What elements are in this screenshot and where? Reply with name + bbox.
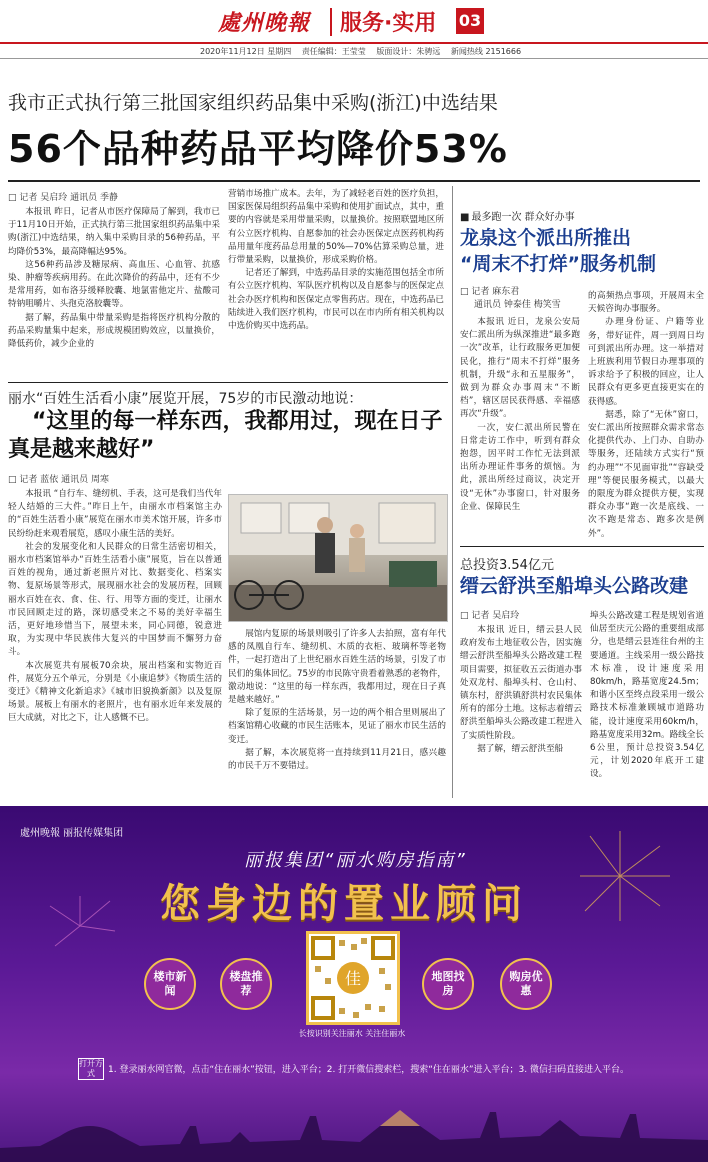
ad-subtitle: 丽报集团“丽水购房指南”	[244, 850, 467, 871]
story3-byline-2: 通讯员 钟泰佳 梅笑雪	[474, 300, 561, 310]
story3-headline-1: 龙泉这个派出所推出	[460, 227, 632, 249]
qr-caption: 长按识别关注丽水 关注住丽水	[298, 1029, 406, 1038]
svg-text:佳: 佳	[344, 969, 362, 988]
lead-headline: 56个品种药品平均降价53%	[8, 127, 508, 171]
section-name: 服务·实用	[340, 11, 437, 36]
paragraph: 据悉，除了“无休”窗口，安仁派出所按照群众需求常态化提供代办、上门办、自助办等服务，还陆续方式实行“预约办理”“不见面审批”“容缺受理”等便民服务模式，以最大的限度为群众提供方便，实现群众办事“跑一次是底线、一次不跑是常态、跑多次是例外”。	[588, 409, 704, 538]
lead-column-1	[8, 206, 220, 376]
howto-steps: 1. 登录丽水网官微，点击“住在丽水”按钮，进入平台；2. 打开微信搜索栏，搜索“住在丽水”进入平台；3. 微信扫码直接进入平台。	[108, 1065, 629, 1075]
ad-button-property-news[interactable]: 楼市新闻	[144, 958, 196, 1010]
ad-button-purchase-offers[interactable]: 购房优惠	[500, 958, 552, 1010]
ad-title: 您身边的置业顾问	[160, 881, 528, 927]
qr-code-image	[309, 934, 397, 1022]
page-number: 03	[456, 8, 484, 34]
story4-headline: 缙云舒洪至船埠头公路改建	[460, 575, 689, 597]
paragraph: 展馆内复原的场景则吸引了许多人去拍照，富有年代感的凤凰自行车、缝纫机、木质的衣柜、玻璃杯等老物件，一起打造出了上世纪丽水百姓生活的场景，引发了市民们的集体回忆。75岁的市民陈守贵看着熟悉的老物件，激动地说：“这里的每一样东西，我都用过，现在日子真是越来越好。”	[228, 629, 446, 706]
paragraph: 这56种药品涉及糖尿病、高血压、心血管、抗感染、肿瘤等疾病用药。在此次降价的药品中，还有不少是常用药，如布洛芬缓释胶囊、地氯雷他定片、盐酸司特钠咀嚼片、头孢克洛胶囊等。	[8, 259, 220, 310]
editor: 责任编辑：王莹莹	[301, 47, 366, 56]
qr-code[interactable]	[306, 931, 400, 1025]
paragraph: 本次展览共有展板70余块，展出档案和实物近百件，展览分五个单元，分别是《小康追梦》《物质生活的变迁》《精神文化新追求》《城市旧貌换新颜》以及复原场景。展板上有丽水的老照片，也有丽水近年来发展的巨大成就，对比之下，让人感慨不已。	[8, 660, 222, 724]
ad-group-logo: 處州晚報 丽报传媒集团	[20, 828, 124, 839]
story2-column-1	[8, 488, 222, 798]
lead-byline: □ 记者 吴启玲 通讯员 季静	[8, 190, 118, 203]
news-hotline: 新闻热线 2151666	[450, 47, 522, 56]
issue-date: 2020年11月12日 星期四	[200, 47, 292, 56]
story4-byline: □ 记者 吴启玲	[460, 608, 519, 621]
advertisement-banner[interactable]	[0, 806, 708, 1162]
story3-column-1	[460, 316, 580, 538]
ad-button-recommended-projects[interactable]: 楼盘推荐	[220, 958, 272, 1010]
paragraph: 据了解，药品集中带量采购是指将医疗机构分散的药品采购量集中起来，形成规模团购效应，以量换价，降低药价，减少企业的	[8, 312, 220, 350]
story4-column-2	[590, 610, 704, 798]
masthead-rule	[0, 42, 708, 44]
paragraph: 本报讯 昨日，记者从市医疗保障局了解到，我市已于11月10日开始，正式执行第三批国家组织药品集中采购(浙江)中选结果，纳入集中采购目录的56种药品，平均降价53%，最高降幅达95%。	[8, 207, 220, 257]
city-skyline-illustration	[0, 1096, 708, 1162]
designer: 版面设计：朱骋远	[376, 47, 441, 56]
lead-pre-title: 我市正式执行第三批国家组织药品集中采购(浙江)中选结果	[8, 92, 498, 114]
column-divider	[452, 186, 453, 798]
dateline-rule	[0, 58, 708, 59]
story4-sub-title: 总投资3.54亿元	[460, 558, 554, 573]
story3-headline-2: “周末不打烊”服务机制	[460, 253, 656, 275]
lead-rule	[8, 180, 700, 182]
exhibition-photo	[228, 494, 448, 622]
exhibition-photo-illustration	[229, 495, 447, 621]
paragraph: 社会的发展变化和人民群众的日常生活密切相关，丽水市档案馆举办“百姓生活看小康”展览，旨在以普通百姓的视角，通过新老照片对比、数据变化、档案实物、复原场景等形式，展现丽水社会的发展历程，回顾丽水百姓在衣、食、住、行、用等方面的变迁，让丽水市民回顾走过的路，深切感受来之不易的美好幸福生活，更好地珍惜当下，展望未来，同心同德，锐意进取，为实现中华民族伟大复兴的中国梦而不懈努力奋斗。	[8, 541, 222, 658]
paragraph: 的高频热点事项，开展周末全天候咨询办事服务。	[588, 291, 704, 315]
paragraph: 营销市场推广成本。去年，为了减轻老百姓的医疗负担，国家医保局组织药品集中采购和使用扩面试点，其中，重要的内容就是采用带量采购，以量换价。按照联盟地区所有公立医疗机构、自愿参加的社会办医保定点医药机构药品用量年度药品总用量的50%—70%估算采购总量，进行带量采购，以量换价，形成采购价格。	[228, 189, 444, 266]
story2-column-2	[228, 628, 446, 798]
ad-button-map-search[interactable]: 地图找房	[422, 958, 474, 1010]
story2-sub-title: 丽水“百姓生活看小康”展览开展，75岁的市民激动地说：	[8, 391, 363, 407]
story3-byline: □ 记者 麻东君	[460, 284, 519, 297]
paragraph: 一次，安仁派出所民警在日常走访工作中，听到有群众抱怨，因平时工作忙无法到派出所办理证件事务的烦恼。为此，派出所经过商议，决定开设“无休”办事窗口，针对服务企业、保障民生	[460, 422, 580, 512]
story3-kicker: ■ 最多跑一次 群众好办事	[460, 208, 575, 223]
masthead	[0, 0, 708, 44]
paragraph: 埠头公路改建工程是规划省道仙居至庆元公路的重要组成部分，也是缙云县连往台州的主要通道。主线采用一级公路技术标准，设计速度采用80km/h，路基宽度24.5m；和谐小区至终点段采用一级公路技术标准兼顾城市道路功能，设计速度采用60km/h，路基宽度采用32m。路线全长6公里，预计总投资3.54亿元，计划2020年底开工建设。	[590, 611, 704, 780]
masthead-divider	[330, 8, 332, 36]
paragraph: 本报讯 “自行车、缝纫机、手表，这可是我们当代年轻人结婚的三大件。”昨日上午，由丽水市档案馆主办的“百姓生活看小康”展览在丽水市美术馆开展，许多市民纷纷赶来观看展览，感叹小康生活的美好。	[8, 489, 222, 539]
lead-column-2	[228, 188, 444, 376]
paragraph: 据了解，缙云舒洪至船	[477, 743, 564, 754]
paragraph: 办理身份证、户籍等业务，带好证件，周一到周日均可到派出所办理。这一举措对上班族利用节假日办理事项的诉求给予了积极的回应，让人民群众有更多更直接更实在的获得感。	[588, 317, 704, 407]
paragraph: 记者还了解到，中选药品目录的实施范围包括全市所有公立医疗机构、军队医疗机构以及自愿参与的医保定点社会办医疗机构和医保定点零售药店。现在，中选药品已陆续进入我们医疗机构，市民可以在市内所有相关机构以中选价购买中选药品。	[228, 268, 444, 332]
story2-byline: □ 记者 蓝依 通讯员 周寒	[8, 472, 109, 485]
story2-headline: “这里的每一样东西，我都用过，现在日子真是越来越好”	[8, 409, 443, 462]
story4-column-1	[460, 624, 582, 798]
newspaper-logo: 處州晚報	[218, 10, 311, 36]
story2-rule	[8, 382, 448, 383]
paragraph: 本报讯 近日，缙云县人民政府发布土地征收公告，因实施缙云舒洪至船埠头公路改建工程项目需要，拟征收五云街道办事处双龙村、船埠头村、仓山村、镇东村，舒洪镇舒洪村农民集体所有的部分土地。这标志着缙云舒洪至船埠头公路改建工程进入了实质性阶段。	[460, 625, 582, 741]
paragraph: 据了解，本次展览将一直持续到11月21日，感兴趣的市民千万不要错过。	[228, 747, 446, 772]
dateline	[200, 46, 529, 57]
story4-rule	[460, 546, 704, 547]
story3-column-2	[588, 290, 704, 538]
paragraph: 本报讯 近日，龙泉公安局安仁派出所为纵深推进“最多跑一次”改革，让行政服务更加便民化，推行“周末不打烊”服务机制，升级“永和五星服务”，做到为群众办事周末“不断档”，辖区居民获得感、幸福感再次“升级”。	[460, 317, 580, 420]
paragraph: 除了复原的生活场景，另一边的两个相合里则展出了档案馆精心收藏的市民生活账本，见证了丽水市民生活的变迁。	[228, 708, 446, 745]
howto-label: 打开方式	[79, 1059, 103, 1078]
